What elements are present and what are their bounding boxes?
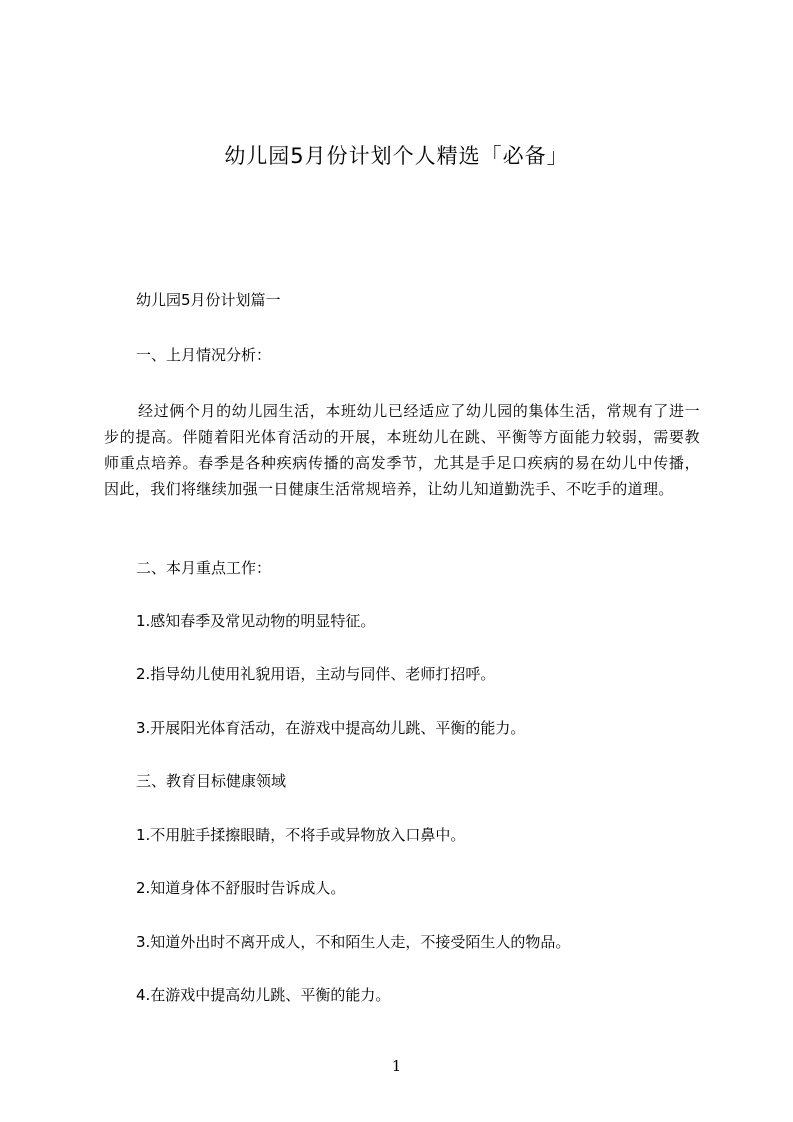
health-item: 1.不用脏手揉擦眼睛，不将手或异物放入口鼻中。	[136, 826, 466, 844]
heading-education-goals: 三、教育目标健康领域	[136, 772, 287, 790]
work-item: 2.指导幼儿使用礼貌用语，主动与同伴、老师打招呼。	[136, 665, 496, 683]
page-number: 1	[391, 1057, 402, 1075]
health-item: 3.知道外出时不离开成人，不和陌生人走，不接受陌生人的物品。	[136, 933, 571, 951]
health-item: 2.知道身体不舒服时告诉成人。	[136, 879, 346, 897]
analysis-paragraph: 经过俩个月的幼儿园生活，本班幼儿已经适应了幼儿园的集体生活，常规有了进一步的提高。伴随着阳光体育活动的开展，本班幼儿在跳、平衡等方面能力较弱，需要教师重点培养。春季是各种疾病传播的高发季节，尤其是手足口疾病的易在幼儿中传播，因此，我们将继续加强一日健康生活常规培养，让幼儿知道勤洗手、不吃手的道理。	[104, 402, 700, 498]
heading-key-work: 二、本月重点工作：	[136, 559, 272, 577]
heading-last-month-analysis: 一、上月情况分析：	[136, 346, 272, 364]
health-item: 4.在游戏中提高幼儿跳、平衡的能力。	[136, 986, 391, 1004]
work-item: 1.感知春季及常见动物的明显特征。	[136, 612, 376, 630]
document-title: 幼儿园5月份计划个人精选「必备」	[224, 144, 569, 168]
work-item: 3.开展阳光体育活动，在游戏中提高幼儿跳、平衡的能力。	[136, 719, 526, 737]
section-heading: 幼儿园5月份计划篇一	[136, 291, 281, 309]
